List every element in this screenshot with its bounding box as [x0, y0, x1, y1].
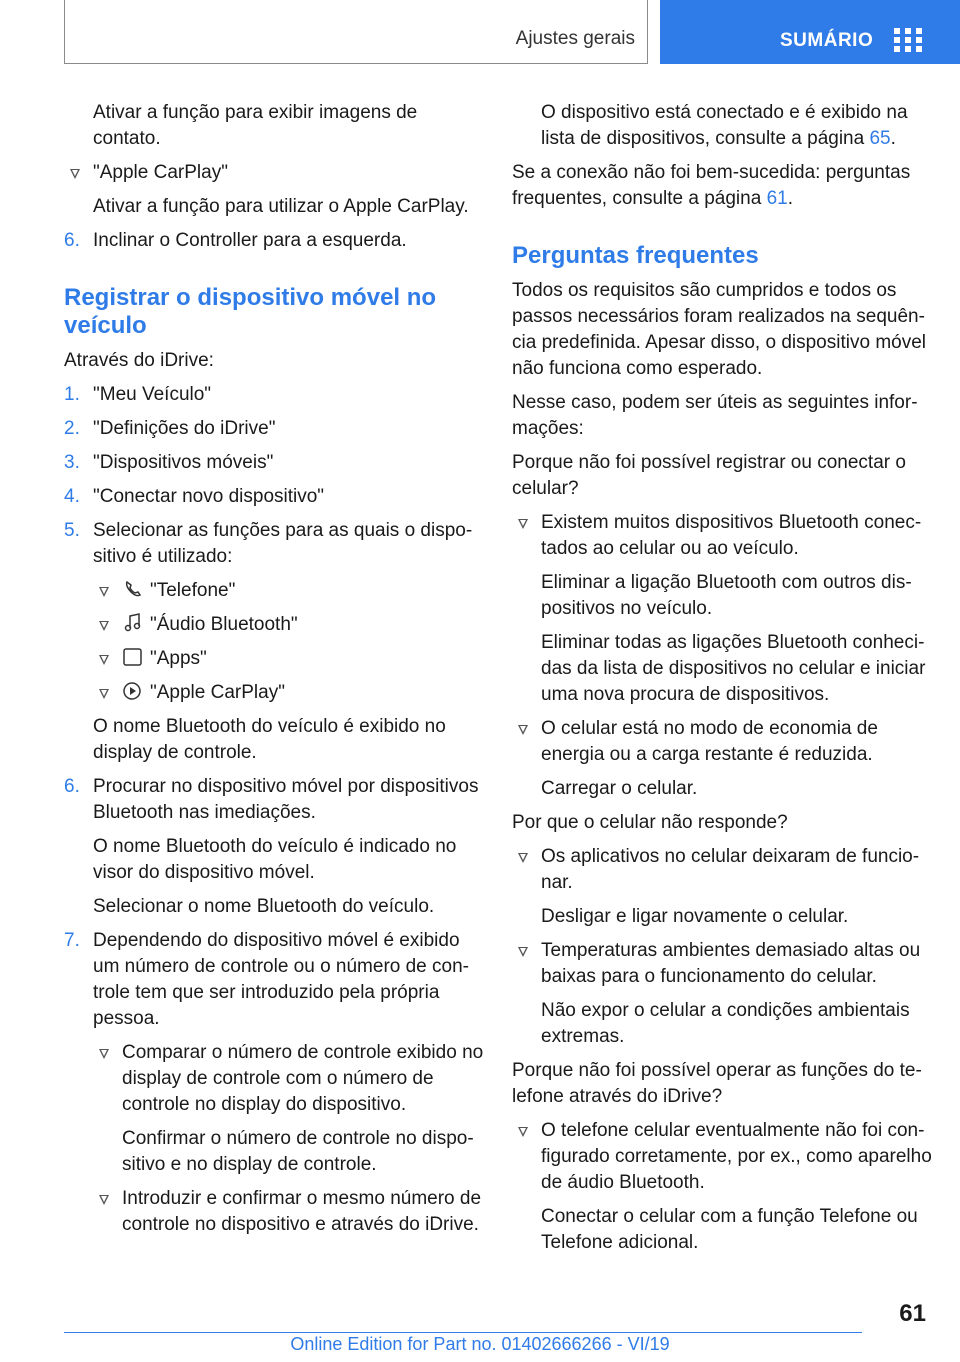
apps-icon [122, 647, 144, 667]
bullet-item [64, 160, 484, 186]
bullet-item [93, 646, 484, 672]
left-column [64, 100, 484, 1246]
bullet-text: O telefone celular eventualmente não foi configurado corretamente, por ex., como aparelho de áudio Bluetooth. [541, 1120, 932, 1193]
triangle-bullet-icon [518, 519, 528, 529]
bullet-text: Existem muitos dispositivos Bluetooth conectados ao celular ou ao veículo. [541, 512, 922, 559]
paragraph: O nome Bluetooth do veículo é indicado no visor do dispositivo móvel. [93, 836, 457, 883]
bullet-item [512, 938, 932, 990]
function-text: "Áudio Bluetooth" [150, 614, 298, 635]
triangle-bullet-icon [99, 1195, 109, 1205]
step-number: 6. [64, 776, 80, 797]
step-number: 4. [64, 486, 80, 507]
bullet-item [512, 510, 932, 562]
function-text: "Apple CarPlay" [150, 682, 285, 703]
step-item [64, 382, 484, 408]
paragraph: Carregar o celular. [541, 778, 698, 799]
triangle-bullet-icon [518, 725, 528, 735]
paragraph: Eliminar todas as ligações Bluetooth conhecidas da lista de dispositivos no celular e iniciar uma nova procura de dispositivos. [541, 632, 926, 705]
step-text: Dependendo do dispositivo móvel é exibido um número de controle ou o número de controle tem que ser introduzido pela própria pessoa. [93, 930, 469, 1029]
sumario-label: SUMÁRIO [780, 30, 874, 51]
bullet-text: Os aplicativos no celular deixaram de funcionar. [541, 846, 920, 893]
step-item [64, 416, 484, 442]
right-column [512, 100, 932, 1264]
step-text: "Dispositivos móveis" [93, 452, 274, 473]
page-link[interactable]: 65 [869, 128, 891, 149]
bullet-text: O celular está no modo de economia de energia ou a carga restante é reduzida. [541, 718, 878, 765]
footer-edition: Online Edition for Part no. 01402666266 - VI/19 [290, 1334, 670, 1354]
triangle-bullet-icon [518, 853, 528, 863]
step-item [64, 450, 484, 476]
grid-menu-icon [894, 28, 922, 52]
triangle-bullet-icon [99, 655, 109, 665]
paragraph: Eliminar a ligação Bluetooth com outros dispositivos no veículo. [541, 572, 912, 619]
step-number: 7. [64, 930, 80, 951]
step-item [64, 928, 484, 1032]
bullet-item [93, 1186, 484, 1238]
step-number: 2. [64, 418, 80, 439]
triangle-bullet-icon [99, 1049, 109, 1059]
triangle-bullet-icon [70, 169, 80, 179]
bullet-item [93, 578, 484, 604]
paragraph: Nesse caso, podem ser úteis as seguintes informações: [512, 392, 918, 439]
function-text: "Telefone" [150, 580, 236, 601]
step-number: 1. [64, 384, 80, 405]
carplay-icon [122, 681, 144, 701]
step-item [64, 228, 484, 254]
paragraph: O nome Bluetooth do veículo é exibido no display de controle. [93, 716, 446, 763]
step-text: "Conectar novo dispositivo" [93, 486, 325, 507]
music-note-icon [122, 613, 144, 633]
step-item [64, 774, 484, 826]
page-number: 61 [899, 1300, 926, 1327]
section-heading: Perguntas frequentes [512, 242, 759, 269]
question: Porque não foi possível registrar ou conectar o celular? [512, 452, 906, 499]
bullet-item [93, 680, 484, 706]
question: Por que o celular não responde? [512, 812, 788, 833]
bullet-text: "Apple CarPlay" [93, 162, 228, 183]
triangle-bullet-icon [99, 621, 109, 631]
step-text: Selecionar as funções para as quais o dispositivo é utilizado: [93, 520, 473, 567]
paragraph: Se a conexão não foi bem-sucedida: perguntas frequentes, consulte a página 61. [512, 162, 911, 209]
bullet-item [93, 1040, 484, 1118]
bullet-item [512, 716, 932, 768]
step-text: "Meu Veículo" [93, 384, 212, 405]
paragraph: Ativar a função para utilizar o Apple CarPlay. [93, 196, 469, 217]
bullet-item [512, 1118, 932, 1196]
step-text: Inclinar o Controller para a esquerda. [93, 230, 407, 251]
step-number: 6. [64, 230, 80, 251]
triangle-bullet-icon [99, 689, 109, 699]
sumario-button[interactable] [660, 0, 960, 64]
paragraph: Todos os requisitos são cumpridos e todos os passos necessários foram realizados na sequência predefinida. Apesar disso, o dispositivo móvel não funciona como esperado. [512, 280, 927, 379]
bullet-item [512, 844, 932, 896]
paragraph: O dispositivo está conectado e é exibido na lista de dispositivos, consulte a página 65. [541, 102, 908, 149]
paragraph: Confirmar o número de controle no dispositivo e no display de controle. [122, 1128, 474, 1175]
bullet-text: Comparar o número de controle exibido no display de controle com o número de controle no display do dispositivo. [122, 1042, 484, 1115]
bullet-item [93, 612, 484, 638]
step-text: "Definições do iDrive" [93, 418, 276, 439]
step-number: 5. [64, 520, 80, 541]
step-text: Procurar no dispositivo móvel por dispositivos Bluetooth nas imediações. [93, 776, 479, 823]
step-number: 3. [64, 452, 80, 473]
bullet-text: Temperaturas ambientes demasiado altas ou baixas para o funcionamento do celular. [541, 940, 921, 987]
paragraph: Desligar e ligar novamente o celular. [541, 906, 849, 927]
step-item [64, 484, 484, 510]
section-title: Ajustes gerais [515, 28, 635, 49]
paragraph: Ativar a função para exibir imagens de contato. [93, 102, 418, 149]
paragraph: Selecionar o nome Bluetooth do veículo. [93, 896, 435, 917]
triangle-bullet-icon [518, 947, 528, 957]
footer-divider [64, 1332, 862, 1333]
page-link[interactable]: 61 [766, 188, 788, 209]
paragraph: Através do iDrive: [64, 350, 214, 371]
function-text: "Apps" [150, 648, 207, 669]
question: Porque não foi possível operar as funções do telefone através do iDrive? [512, 1060, 922, 1107]
triangle-bullet-icon [518, 1127, 528, 1137]
bullet-text: Introduzir e confirmar o mesmo número de controle no dispositivo e através do iDrive. [122, 1188, 482, 1235]
phone-icon [122, 579, 144, 599]
step-item [64, 518, 484, 570]
triangle-bullet-icon [99, 587, 109, 597]
section-heading: Registrar o dispositivo móvel no veículo [64, 284, 437, 339]
paragraph: Não expor o celular a condições ambientais extremas. [541, 1000, 910, 1047]
paragraph: Conectar o celular com a função Telefone ou Telefone adicional. [541, 1206, 918, 1253]
